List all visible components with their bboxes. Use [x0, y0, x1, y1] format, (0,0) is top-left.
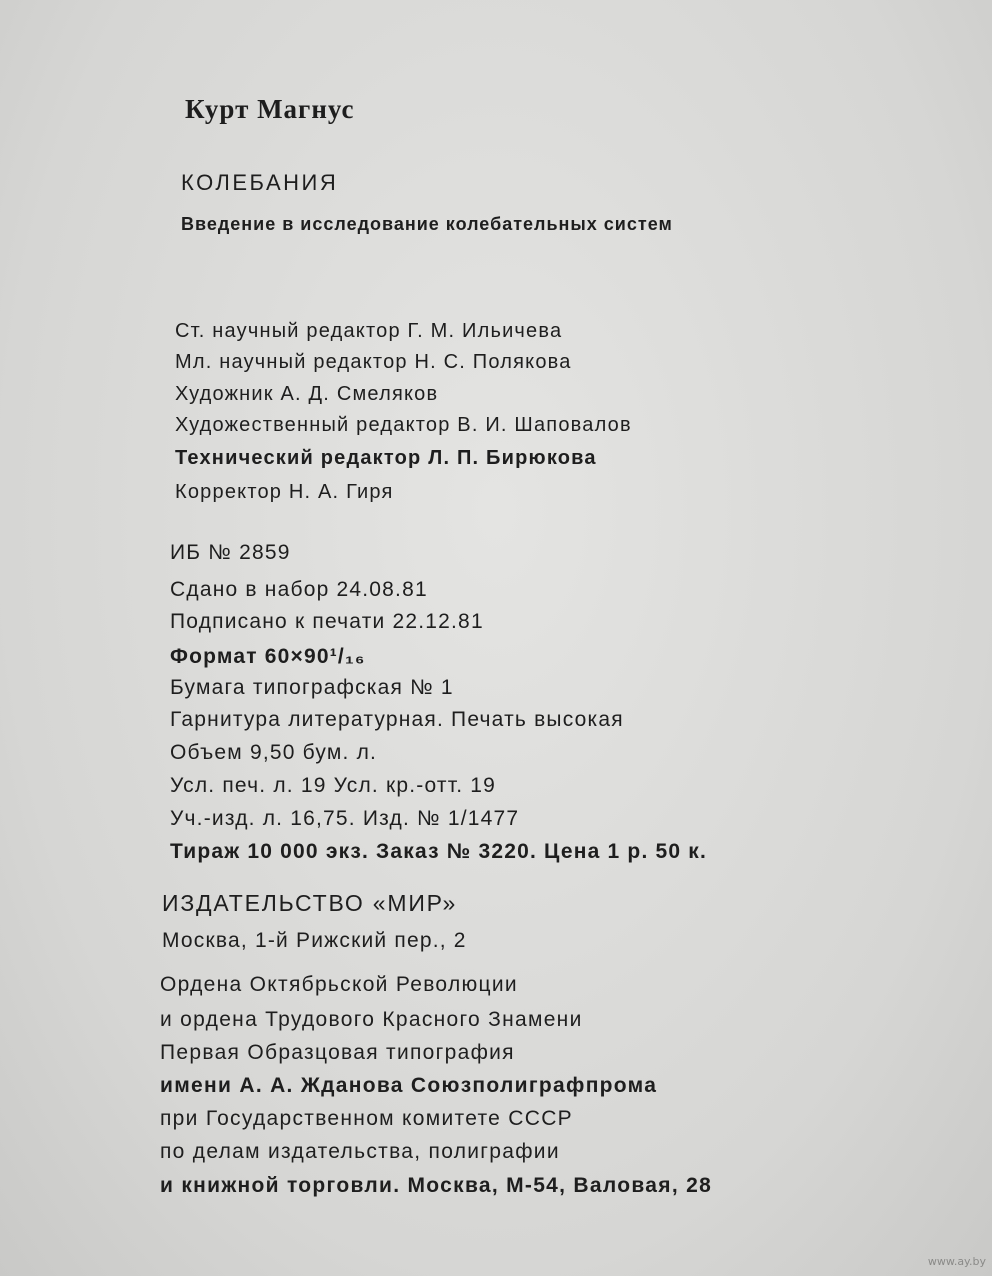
print-sheets: Усл. печ. л. 19 Усл. кр.-отт. 19 [170, 774, 497, 797]
typeface-info: Гарнитура литературная. Печать высокая [170, 708, 624, 731]
signed-date: Подписано к печати 22.12.81 [170, 610, 484, 633]
printer-line-3: Первая Образцовая типография [160, 1041, 515, 1064]
credit-senior-editor: Ст. научный редактор Г. М. Ильичева [175, 320, 563, 342]
credit-technical-editor: Технический редактор Л. П. Бирюкова [175, 447, 597, 469]
credit-artist: Художник А. Д. Смеляков [175, 383, 439, 405]
credit-proofreader: Корректор Н. А. Гиря [175, 481, 394, 503]
book-format: Формат 60×90¹/₁₆ [170, 645, 366, 668]
printer-line-2: и ордена Трудового Красного Знамени [160, 1008, 583, 1031]
credit-art-editor: Художественный редактор В. И. Шаповалов [175, 414, 632, 436]
publisher-address: Москва, 1-й Рижский пер., 2 [162, 929, 467, 952]
paper-type: Бумага типографская № 1 [170, 676, 454, 699]
publisher-name: ИЗДАТЕЛЬСТВО «МИР» [162, 890, 458, 916]
book-author: Курт Магнус [185, 94, 355, 124]
book-subtitle: Введение в исследование колебательных систем [181, 214, 673, 234]
book-title: КОЛЕБАНИЯ [181, 170, 339, 195]
printer-line-6: по делам издательства, полиграфии [160, 1140, 560, 1163]
ib-number: ИБ № 2859 [170, 541, 291, 564]
printer-line-1: Ордена Октябрьской Революции [160, 973, 518, 996]
watermark: www.ay.by [927, 1255, 986, 1268]
printer-line-5: при Государственном комитете СССР [160, 1107, 573, 1130]
typeset-date: Сдано в набор 24.08.81 [170, 578, 428, 601]
volume-info: Объем 9,50 бум. л. [170, 741, 378, 764]
printer-line-7: и книжной торговли. Москва, М-54, Валовая, 28 [160, 1174, 713, 1197]
publisher-sheets: Уч.-изд. л. 16,75. Изд. № 1/1477 [170, 807, 520, 830]
printer-line-4: имени А. А. Жданова Союзполиграфпрома [160, 1074, 658, 1097]
credit-junior-editor: Мл. научный редактор Н. С. Полякова [175, 351, 572, 373]
print-run: Тираж 10 000 экз. Заказ № 3220. Цена 1 р. 50 к. [170, 840, 708, 863]
